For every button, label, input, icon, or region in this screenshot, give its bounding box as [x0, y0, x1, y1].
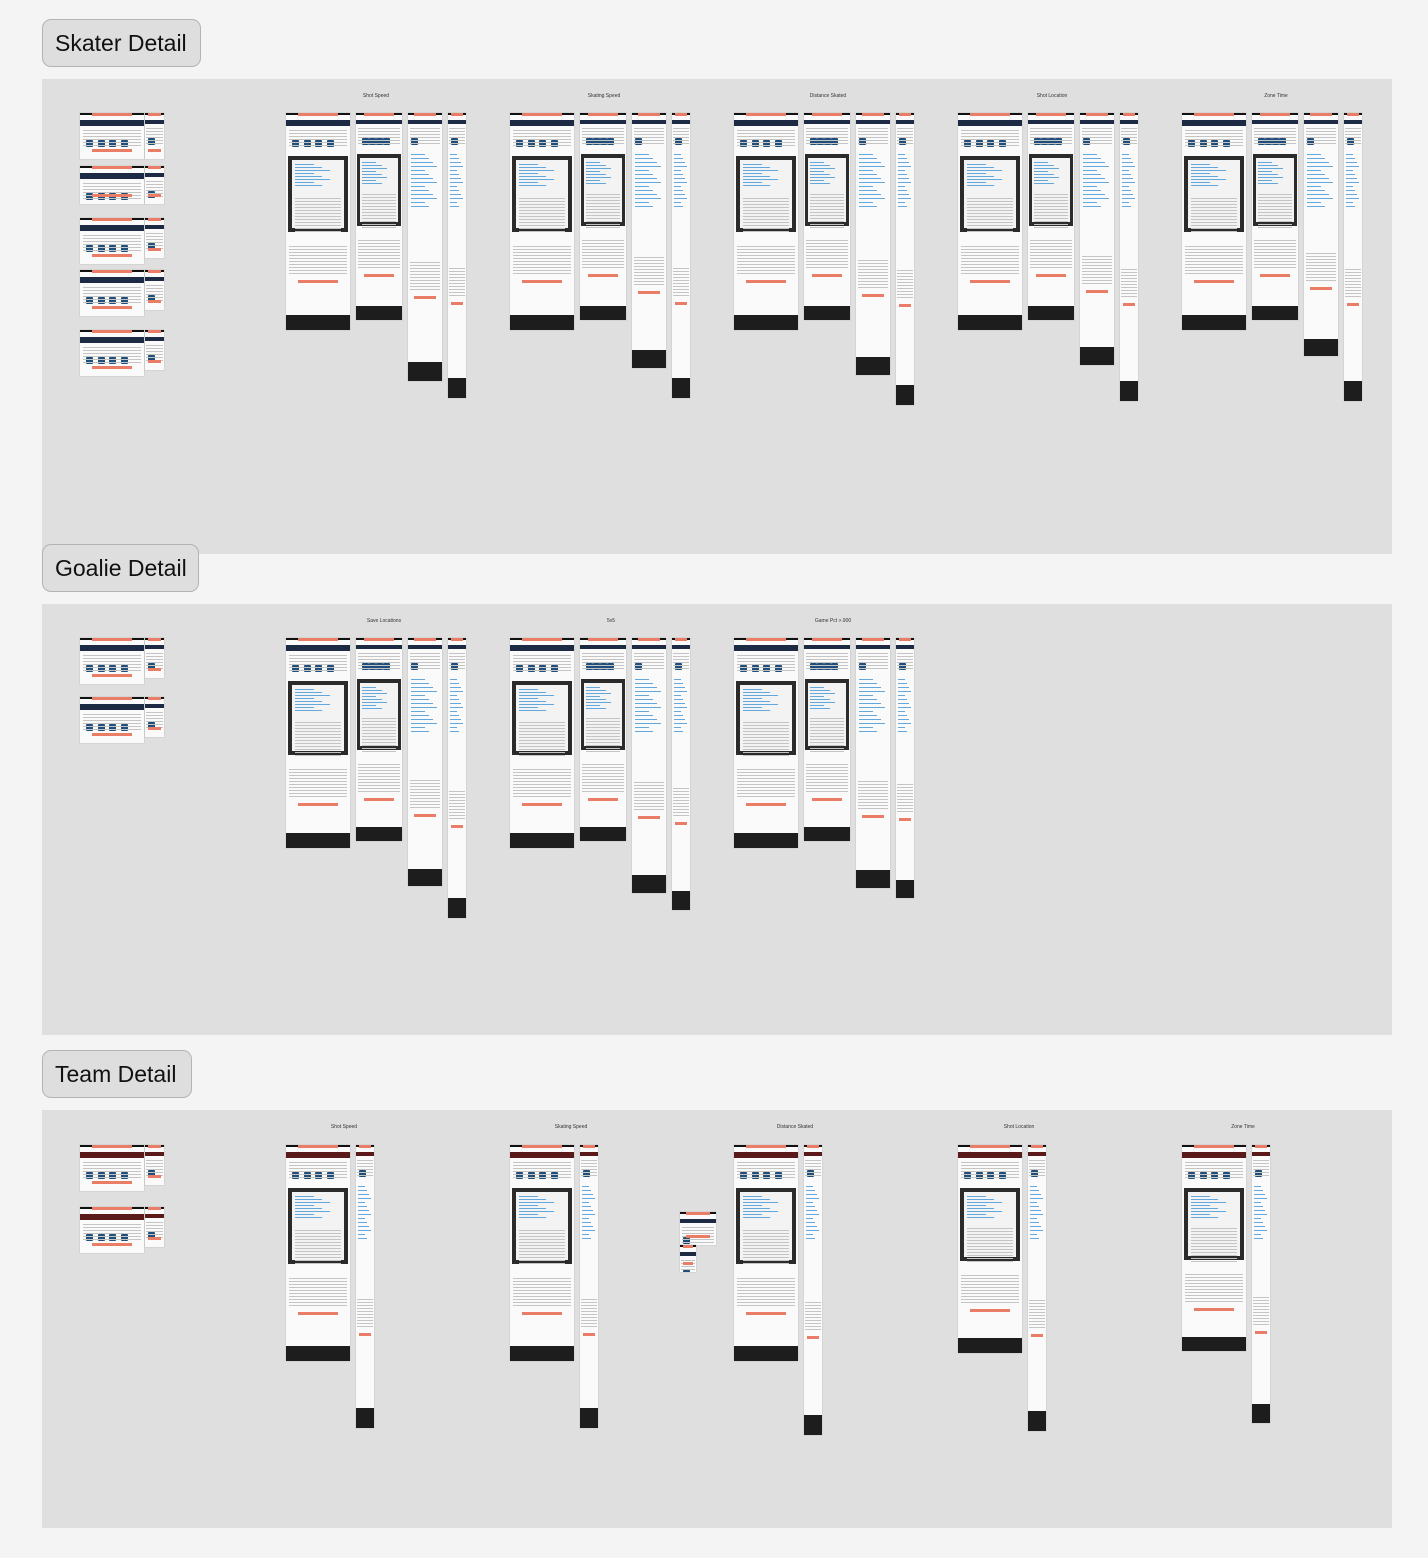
section-label-team-detail[interactable]: Team Detail [42, 1050, 192, 1098]
frame-thumbnail[interactable] [580, 1145, 598, 1428]
frame-thumbnail[interactable] [1028, 113, 1074, 320]
group-title: Shot Location [1003, 1124, 1035, 1130]
frame-thumbnail[interactable] [632, 638, 666, 893]
group-title: Distance Skated [776, 1124, 814, 1130]
frame-thumbnail[interactable] [896, 638, 914, 898]
frame-thumbnail[interactable] [80, 638, 144, 684]
frame-thumbnail[interactable] [1182, 1145, 1246, 1351]
frame-thumbnail[interactable] [286, 113, 350, 330]
frame-thumbnail[interactable] [672, 113, 690, 398]
frame-thumbnail[interactable] [356, 113, 402, 320]
frame-thumbnail[interactable] [80, 330, 144, 376]
frame-thumbnail[interactable] [286, 1145, 350, 1361]
frame-thumbnail[interactable] [145, 218, 164, 258]
frame-thumbnail[interactable] [1080, 113, 1114, 365]
frame-thumbnail[interactable] [80, 1145, 144, 1191]
frame-thumbnail[interactable] [1252, 113, 1298, 320]
frame-thumbnail[interactable] [408, 638, 442, 886]
frame-thumbnail[interactable] [804, 113, 850, 320]
frame-thumbnail[interactable] [408, 113, 442, 381]
frame-thumbnail[interactable] [145, 330, 164, 370]
frame-thumbnail[interactable] [145, 166, 164, 204]
frame-thumbnail[interactable] [680, 1245, 696, 1272]
frame-thumbnail[interactable] [145, 1145, 164, 1185]
frame-thumbnail[interactable] [80, 113, 144, 159]
frame-thumbnail[interactable] [80, 218, 144, 264]
frame-thumbnail[interactable] [580, 113, 626, 320]
group-title: Save Locations [366, 618, 402, 624]
section-area-goalie-detail [42, 604, 1392, 1035]
frame-thumbnail[interactable] [80, 697, 144, 743]
frame-thumbnail[interactable] [896, 113, 914, 405]
section-label-goalie-detail[interactable]: Goalie Detail [42, 544, 199, 592]
frame-thumbnail[interactable] [510, 113, 574, 330]
group-title: Distance Skated [809, 93, 847, 99]
group-title: Zone Time [1231, 1124, 1255, 1130]
frame-thumbnail[interactable] [1182, 113, 1246, 330]
frame-thumbnail[interactable] [632, 113, 666, 368]
group-title: Shot Speed [362, 93, 390, 99]
frame-thumbnail[interactable] [145, 638, 164, 678]
frame-thumbnail[interactable] [804, 1145, 822, 1435]
frame-thumbnail[interactable] [734, 638, 798, 848]
group-title: Skating Speed [587, 93, 621, 99]
frame-thumbnail[interactable] [448, 113, 466, 398]
frame-thumbnail[interactable] [580, 638, 626, 841]
frame-thumbnail[interactable] [734, 113, 798, 330]
frame-thumbnail[interactable] [856, 113, 890, 375]
frame-thumbnail[interactable] [958, 1145, 1022, 1353]
frame-thumbnail[interactable] [510, 1145, 574, 1361]
frame-thumbnail[interactable] [1304, 113, 1338, 356]
group-title: Skating Speed [554, 1124, 588, 1130]
frame-thumbnail[interactable] [510, 638, 574, 848]
frame-thumbnail[interactable] [145, 1207, 164, 1247]
frame-thumbnail[interactable] [856, 638, 890, 888]
frame-thumbnail[interactable] [145, 113, 164, 159]
frame-thumbnail[interactable] [1120, 113, 1138, 401]
frame-thumbnail[interactable] [145, 270, 164, 310]
frame-thumbnail[interactable] [680, 1212, 716, 1245]
group-title: 5v5 [606, 618, 616, 624]
frame-thumbnail[interactable] [1028, 1145, 1046, 1431]
frame-thumbnail[interactable] [145, 697, 164, 737]
frame-thumbnail[interactable] [1344, 113, 1362, 401]
frame-thumbnail[interactable] [80, 270, 144, 316]
group-title: Game Pct >.900 [814, 618, 852, 624]
section-label-skater-detail[interactable]: Skater Detail [42, 19, 201, 67]
group-title: Shot Location [1036, 93, 1068, 99]
frame-thumbnail[interactable] [734, 1145, 798, 1361]
frame-thumbnail[interactable] [356, 638, 402, 841]
frame-thumbnail[interactable] [286, 638, 350, 848]
frame-thumbnail[interactable] [356, 1145, 374, 1428]
frame-thumbnail[interactable] [672, 638, 690, 910]
group-title: Shot Speed [330, 1124, 358, 1130]
frame-thumbnail[interactable] [1252, 1145, 1270, 1423]
frame-thumbnail[interactable] [80, 1207, 144, 1253]
frame-thumbnail[interactable] [80, 166, 144, 204]
frame-thumbnail[interactable] [448, 638, 466, 918]
group-title: Zone Time [1264, 93, 1288, 99]
frame-thumbnail[interactable] [958, 113, 1022, 330]
frame-thumbnail[interactable] [804, 638, 850, 841]
